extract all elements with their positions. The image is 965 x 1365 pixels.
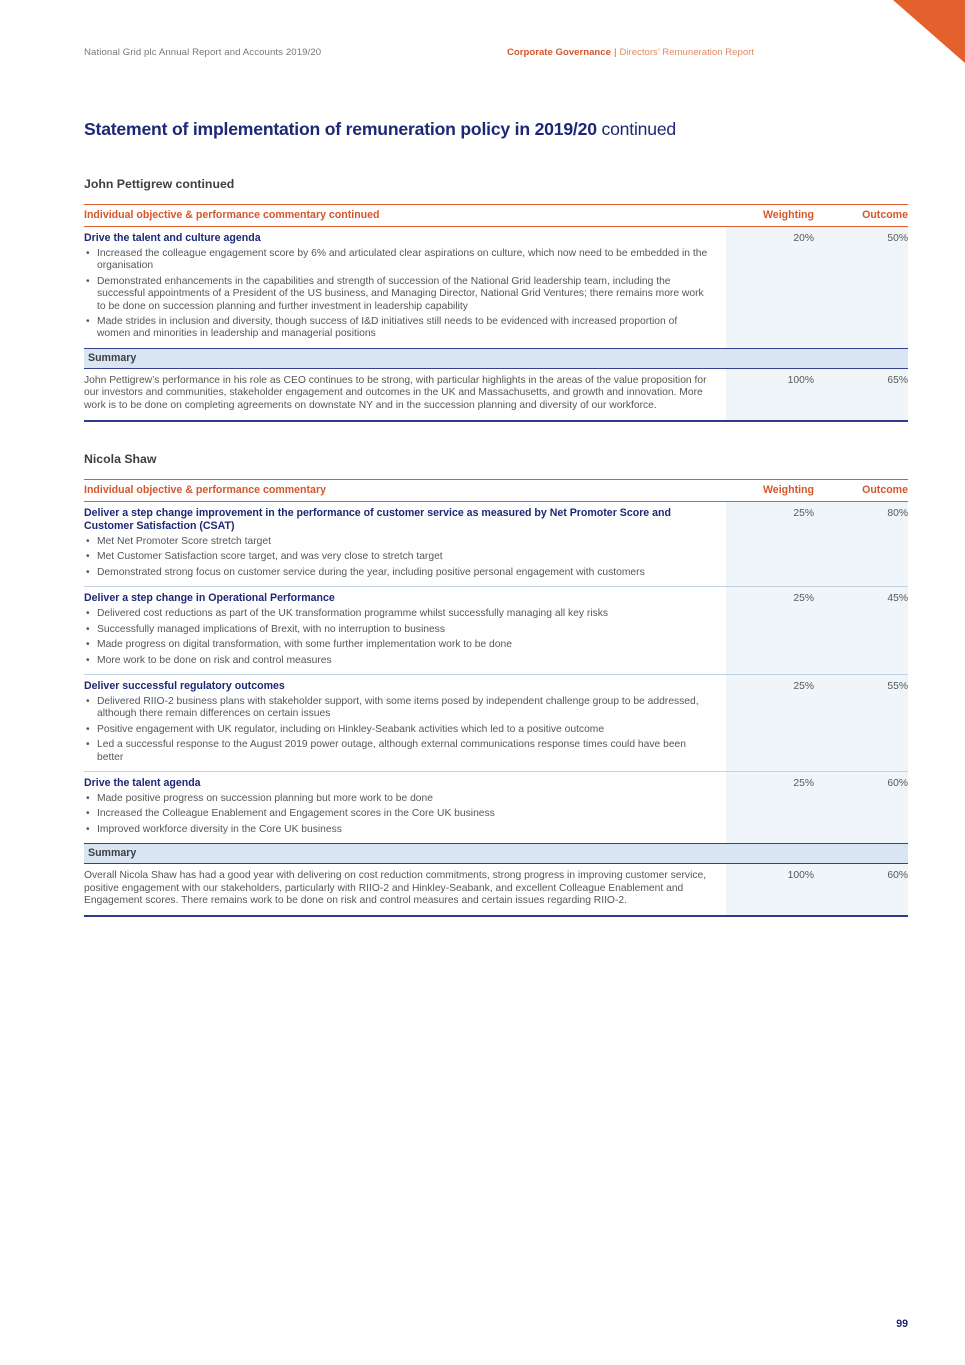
bullet-item: • Demonstrated enhancements in the capabilities and strength of succession of the National Grid leadership team, including the successful appointments of a President of the US business, and Managing Director, National Grid Ventures; there remains more work to be done on succession planning and further investment in leadership capability	[84, 276, 712, 313]
objective-title: Drive the talent and culture agenda	[84, 232, 261, 244]
weighting-value: 20%	[726, 227, 814, 348]
table-row	[84, 771, 908, 843]
running-header	[84, 47, 908, 60]
objective-bullet-list	[84, 793, 712, 836]
page-number: 99	[896, 1318, 908, 1330]
objective-cell	[84, 772, 726, 843]
table-header-row	[84, 480, 908, 502]
summary-row	[84, 864, 908, 915]
weighting-value: 25%	[726, 587, 814, 674]
breadcrumb-section: Corporate Governance	[507, 47, 611, 58]
report-name: National Grid plc Annual Report and Accounts 2019/20	[84, 47, 322, 58]
bullet-item: • Positive engagement with UK regulator, including on Hinkley-Seabank activities which led to a positive outcome	[84, 724, 712, 736]
column-header-outcome: Outcome	[862, 209, 908, 221]
summary-text: John Pettigrew’s performance in his role as CEO continues to be strong, with particular highlights in the areas of the value proposition for our investors and communities, stakeholder engagement and outcomes in the UK and Massachusetts, and growth and innovation. More work is to be done on completing agreements on downstate NY and in the succession planning and diversity of our workforce.	[84, 374, 707, 411]
summary-weighting-value: 100%	[726, 864, 814, 915]
objective-cell	[84, 675, 726, 771]
table-row	[84, 586, 908, 674]
page-title-main: Statement of implementation of remuneration policy in 2019/20	[84, 119, 597, 139]
outcome-value: 60%	[814, 772, 908, 843]
outcome-value: 45%	[814, 587, 908, 674]
objective-title: Deliver a step change improvement in the performance of customer service as measured by Net Promoter Score and Customer Satisfaction (CSAT)	[84, 507, 671, 533]
summary-row	[84, 369, 908, 420]
outcome-value: 50%	[814, 227, 908, 348]
bullet-item: • Improved workforce diversity in the Core UK business	[84, 824, 712, 836]
column-header-outcome: Outcome	[862, 484, 908, 497]
weighting-value: 25%	[726, 502, 814, 586]
section-heading-nicola-shaw: Nicola Shaw	[84, 452, 157, 467]
bullet-item: • Made progress on digital transformation, with some further implementation work to be done	[84, 639, 712, 651]
objective-bullet-list	[84, 248, 712, 341]
bullet-item: • Made strides in inclusion and diversity, though success of I&D initiatives still needs to be evidenced with increased proportion of women and minorities in leadership and managerial positions	[84, 316, 712, 341]
table-row	[84, 502, 908, 586]
objectives-table-john-pettigrew	[84, 204, 908, 422]
column-header-weighting: Weighting	[763, 209, 814, 221]
bullet-item: • Led a successful response to the August 2019 power outage, although external communications response times could have been better	[84, 739, 712, 764]
summary-band: Summary	[84, 348, 908, 369]
table-row	[84, 227, 908, 348]
bullet-item: • Increased the Colleague Enablement and Engagement scores in the Core UK business	[84, 808, 712, 820]
column-header-weighting: Weighting	[763, 484, 814, 497]
breadcrumb-divider: |	[613, 47, 617, 58]
bullet-item: • Demonstrated strong focus on customer service during the year, including positive personal engagement with customers	[84, 567, 712, 579]
objective-bullet-list	[84, 608, 712, 667]
summary-outcome-value: 60%	[814, 864, 908, 915]
summary-band: Summary	[84, 843, 908, 864]
summary-weighting-value: 100%	[726, 369, 814, 420]
section-heading-john-pettigrew: John Pettigrew continued	[84, 177, 235, 191]
bullet-item: • Delivered cost reductions as part of the UK transformation programme whilst successfully managing all key risks	[84, 608, 712, 620]
bullet-item: • Successfully managed implications of Brexit, with no interruption to business	[84, 624, 712, 636]
table-row	[84, 674, 908, 771]
table-header-row	[84, 205, 908, 227]
objectives-table-nicola-shaw	[84, 479, 908, 917]
page-content	[84, 0, 908, 917]
column-header-objective: Individual objective & performance commentary continued	[84, 209, 380, 221]
objective-bullet-list	[84, 536, 712, 579]
bullet-item: • Increased the colleague engagement score by 6% and articulated clear aspirations on culture, which now need to be embedded in the organisation	[84, 248, 712, 273]
summary-outcome-value: 65%	[814, 369, 908, 420]
weighting-value: 25%	[726, 772, 814, 843]
column-header-objective: Individual objective & performance commentary	[84, 484, 326, 497]
bullet-item: • Met Customer Satisfaction score target, and was very close to stretch target	[84, 551, 712, 563]
summary-text: Overall Nicola Shaw has had a good year with delivering on cost reduction commitments, strong progress in improving customer service, positive engagement with our stakeholders, particularly with RIIO-2 and Hinkley-Seabank, and excellent Colleague Enablement and Engagement scores. There remains work to be done on risk and control measures and certain issues regarding RIIO-2.	[84, 870, 707, 906]
objective-cell	[84, 587, 726, 674]
objective-cell	[84, 502, 726, 586]
section-breadcrumb	[507, 47, 754, 58]
outcome-value: 55%	[814, 675, 908, 771]
outcome-value: 80%	[814, 502, 908, 586]
objective-bullet-list	[84, 696, 712, 764]
page-title-suffix: continued	[601, 119, 677, 139]
bullet-item: • Met Net Promoter Score stretch target	[84, 536, 712, 548]
objective-cell	[84, 227, 726, 348]
weighting-value: 25%	[726, 675, 814, 771]
bullet-item: • Delivered RIIO-2 business plans with stakeholder support, with some items posed by independent challenge group to be addressed, although there remain differences on certain issues	[84, 696, 712, 721]
objective-title: Deliver a step change in Operational Performance	[84, 592, 335, 605]
bullet-item: • Made positive progress on succession planning but more work to be done	[84, 793, 712, 805]
objective-title: Drive the talent agenda	[84, 776, 201, 789]
page-title	[84, 119, 908, 140]
objective-title: Deliver successful regulatory outcomes	[84, 679, 285, 692]
breadcrumb-subsection: Directors’ Remuneration Report	[619, 47, 755, 58]
bullet-item: • More work to be done on risk and control measures	[84, 655, 712, 667]
